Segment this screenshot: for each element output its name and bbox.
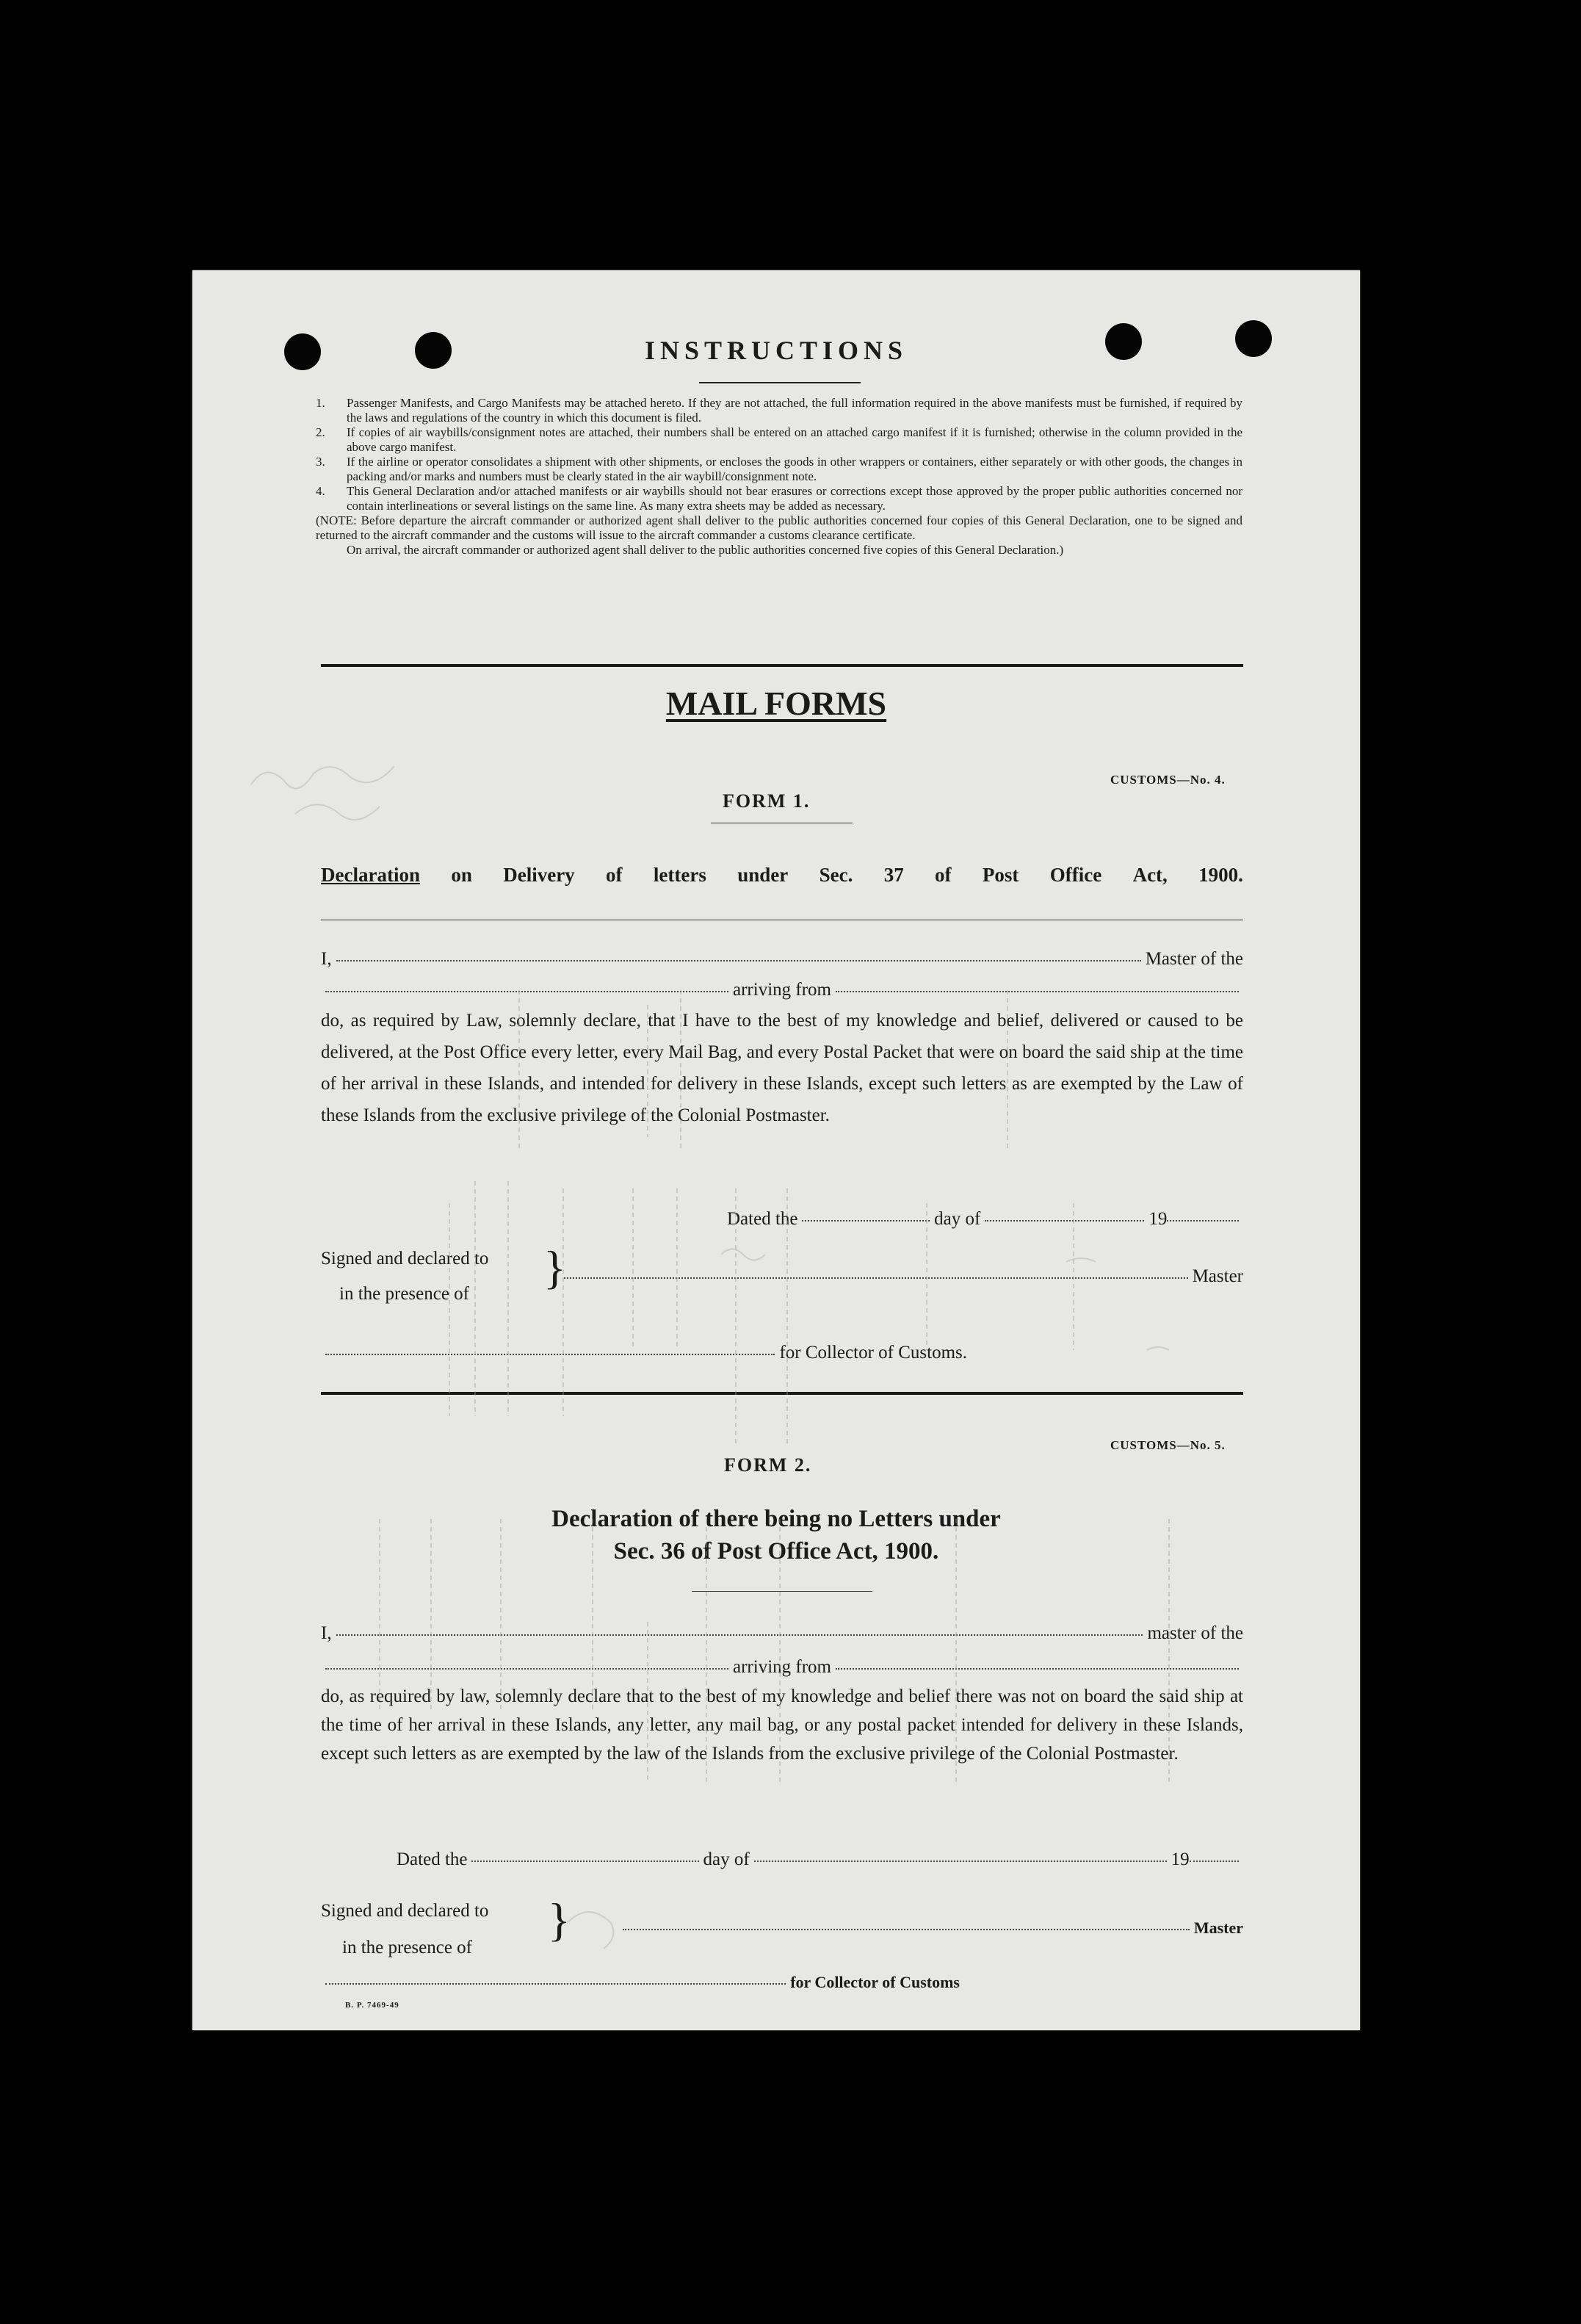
instruction-text: This General Declaration and/or attached manifests or air waybills should not bear erasures or corrections except those approved by the proper public authorities concerned nor contain interlineations or several listings on the same line. As many extra sheets may be added as necessary.: [347, 484, 1242, 513]
form2-master-label: Master: [1193, 1919, 1243, 1937]
instruction-number: 3.: [316, 455, 325, 469]
form1-title-word: on: [451, 864, 472, 886]
form1-title-word: under: [737, 864, 789, 886]
form2-collector-label: for Collector of Customs: [790, 1973, 960, 1991]
form1-year-label: 19: [1148, 1209, 1168, 1229]
form2-presence-label: in the presence of: [342, 1938, 473, 1957]
form1-customs-number: CUSTOMS—No. 4.: [1110, 773, 1226, 787]
form2-body: do, as required by law, solemnly declare that to the best of my knowledge and belief there was not on board the said ship at the time of her arrival in these Islands, any letter, any mail bag, or any postal packet intended for delivery in these Islands, except such letters as are exempted by the law of the Islands from the exclusive privilege of the Colonial Postmaster.: [321, 1686, 1243, 1764]
form2-day-of-label: day of: [703, 1850, 750, 1869]
form1-signed-label: Signed and declared to: [321, 1249, 489, 1269]
form1-heading: FORM 1.: [723, 790, 811, 812]
instruction-note-arrival: On arrival, the aircraft commander or authorized agent shall deliver to the public authorities concerned five copies of this General Declaration.): [347, 543, 1064, 557]
form1-title-word: Sec.: [819, 864, 853, 886]
form1-title-word: of: [606, 864, 623, 886]
form1-dated-label: Dated the: [727, 1209, 798, 1229]
form1-presence-label: in the presence of: [339, 1284, 470, 1304]
form1-title-word: Declaration: [321, 864, 420, 886]
form2-heading: FORM 2.: [724, 1454, 812, 1476]
form1-title-word: 1900.: [1198, 864, 1243, 886]
form1-day-of-label: day of: [934, 1209, 981, 1229]
instruction-text: If copies of air waybills/consignment notes are attached, their numbers shall be entered on an attached cargo manifest if it is furnished; otherwise in the column provided in the above cargo manifest.: [347, 425, 1242, 454]
instruction-number: 2.: [316, 425, 325, 439]
form2-customs-number: CUSTOMS—No. 5.: [1110, 1438, 1226, 1452]
form2-dated-label: Dated the: [397, 1850, 468, 1869]
form2-i-label: I,: [321, 1623, 332, 1643]
form2-signed-label: Signed and declared to: [321, 1901, 489, 1921]
form1-master-of-label: Master of the: [1145, 949, 1243, 969]
instruction-text: If the airline or operator consolidates a shipment with other shipments, or encloses the goods in other wrappers or containers, either separately or with other goods, the changes in packing and/or marks and numbers must be clearly stated in the air waybill/consignment note.: [347, 455, 1242, 483]
form1-brace-icon: }: [543, 1241, 566, 1293]
instruction-number: 4.: [316, 484, 325, 498]
mail-forms-title: MAIL FORMS: [665, 685, 887, 722]
form1-title-word: Delivery: [503, 864, 575, 886]
printer-mark: B. P. 7469-49: [345, 2001, 399, 2010]
form1-title-word: 37: [883, 864, 904, 886]
form1-title-word: Office: [1049, 864, 1102, 886]
document-sheet: [192, 270, 1360, 2030]
form1-title-word: of: [935, 864, 952, 886]
form1-arriving-from-label: arriving from: [733, 980, 831, 1000]
form2-brace-icon: }: [548, 1894, 571, 1946]
form1-title-word: Act,: [1132, 864, 1168, 886]
form1-i-label: I,: [321, 949, 332, 969]
form1-master-label: Master: [1192, 1266, 1243, 1286]
form1-body: do, as required by Law, solemnly declare, that I have to the best of my knowledge and belief, delivered or caused to be delivered, at the Post Office every letter, every Mail Bag, and every Postal Packet that were on board the said ship at the time of her arrival in these Islands, and intended for delivery in these Islands, except such letters as are exempted by the Law of these Islands from the exclusive privilege of the Colonial Postmaster.: [321, 1011, 1243, 1125]
bleed-through-marks: [192, 270, 1360, 2030]
form2-title-line2: Sec. 36 of Post Office Act, 1900.: [613, 1538, 939, 1565]
instruction-note-departure: (NOTE: Before departure the aircraft commander or authorized agent shall deliver to the public authorities concerned four copies of this General Declaration, one to be signed and returned to the aircraft commander and the customs will issue to the aircraft commander a customs clearance certificate.: [316, 513, 1242, 542]
instruction-number: 1.: [316, 396, 325, 410]
form2-master-of-label: master of the: [1147, 1623, 1243, 1643]
instructions-title: INSTRUCTIONS: [644, 336, 908, 365]
form1-collector-label: for Collector of Customs.: [779, 1343, 967, 1363]
form2-year-label: 19: [1171, 1850, 1190, 1869]
form2-arriving-from-label: arriving from: [733, 1657, 831, 1677]
form1-title-word: Post: [982, 864, 1019, 886]
form2-title-line1: Declaration of there being no Letters under: [551, 1506, 1001, 1532]
form1-title-word: letters: [653, 864, 706, 886]
instruction-text: Passenger Manifests, and Cargo Manifests may be attached hereto. If they are not attached, the full information required in the above manifests must be furnished, if required by the laws and regulations of the country in which this document is filed.: [347, 396, 1242, 425]
